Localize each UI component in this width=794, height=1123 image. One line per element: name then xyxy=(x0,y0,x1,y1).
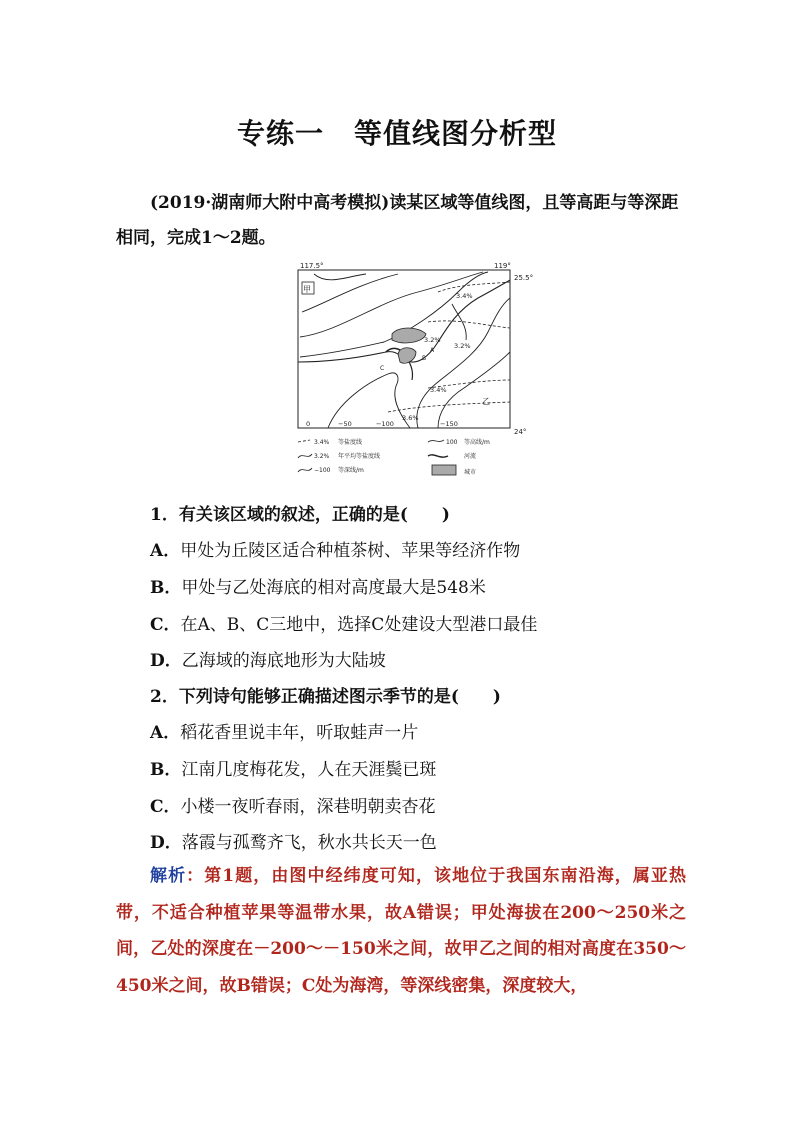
question-1 xyxy=(150,500,450,525)
city xyxy=(392,328,426,343)
salinity-line xyxy=(388,402,510,412)
contour-map-figure xyxy=(288,262,540,488)
label-a: A xyxy=(430,347,435,354)
option-text: 甲处与乙处海底的相对高度最大是548米 xyxy=(181,578,486,598)
option-label: D． xyxy=(150,651,182,671)
isobath-line xyxy=(438,352,510,428)
analysis-heading: 解析 xyxy=(150,866,187,886)
legend-label: 年平均等盐度线 xyxy=(338,453,381,460)
salinity-label: 3.4% xyxy=(430,386,447,394)
option-2a xyxy=(150,718,418,743)
lon-left-label: 117.5° xyxy=(300,262,324,270)
title-part2: 等值线图分析型 xyxy=(354,117,558,150)
contour-line xyxy=(300,272,483,337)
label-c: C xyxy=(380,365,385,372)
contour-map xyxy=(288,262,540,488)
label-b: B xyxy=(422,355,427,362)
legend-sample: −100 xyxy=(314,467,331,474)
contour-line xyxy=(302,274,398,312)
analysis-block xyxy=(116,858,686,1004)
option-label: C． xyxy=(150,797,181,817)
salinity-label: 3.4% xyxy=(456,292,473,300)
option-text: 江南几度梅花发，人在天涯鬓已斑 xyxy=(181,760,437,780)
question-2 xyxy=(150,682,501,707)
salinity-label: 3.6% xyxy=(402,414,419,422)
option-text: 甲处为丘陵区适合种植茶树、苹果等经济作物 xyxy=(180,541,521,561)
option-label: D． xyxy=(150,833,182,853)
legend-label: 城市 xyxy=(464,469,477,476)
option-label: B． xyxy=(150,578,182,598)
isobath-line xyxy=(417,298,510,428)
option-text: 小楼一夜听春雨，深巷明朝卖杏花 xyxy=(180,797,436,817)
question-stem: 有关该区域的叙述，正确的是( ) xyxy=(178,505,450,525)
salinity-line xyxy=(428,321,510,328)
option-text: 在A、B、C三地中，选择C处建设大型港口最佳 xyxy=(180,615,538,635)
depth-label: −100 xyxy=(376,420,394,428)
legend-label: 河流 xyxy=(464,453,477,460)
depth-label: 0 xyxy=(306,420,311,428)
jia-label: 甲 xyxy=(303,285,311,294)
yi-label: 乙 xyxy=(482,397,490,406)
analysis-body: ：第1题，由图中经纬度可知，该地位于我国东南沿海，属亚热带，不适合种植苹果等温带水果，故A错误；甲处海拔在200～250米之间，乙处的深度在－200～－150米之间，故甲乙之间的相对高度在350～450米之间，故B错误；C处为海湾，等深线密集，深度较大， xyxy=(116,866,687,996)
legend-label: 等深线/m xyxy=(338,467,364,474)
legend-sample: 3.2% xyxy=(314,453,330,460)
option-label: A． xyxy=(150,723,181,743)
option-2b xyxy=(150,755,436,780)
option-2d xyxy=(150,828,437,853)
map-legend xyxy=(298,438,490,476)
question-intro: (2019·湖南师大附中高考模拟)读某区域等值线图，且等高距与等深距相同，完成1～2题。 xyxy=(116,193,679,248)
salinity-label: 3.2% xyxy=(454,342,471,350)
lon-right-label: 119° xyxy=(494,262,511,270)
option-1b xyxy=(150,573,486,598)
option-label: C． xyxy=(150,615,181,635)
legend-sample: 3.4% xyxy=(314,439,330,446)
question-number: 2． xyxy=(150,687,179,707)
legend-label: 等高线/m xyxy=(464,439,490,446)
salinity-line xyxy=(438,282,510,292)
option-label: A． xyxy=(150,541,181,561)
depth-label: −150 xyxy=(440,420,458,428)
salinity-label: 3.2% xyxy=(424,336,441,344)
option-1c xyxy=(150,610,537,635)
question-number: 1． xyxy=(150,505,179,525)
page-title xyxy=(0,112,794,152)
option-text: 落霞与孤鹜齐飞，秋水共长天一色 xyxy=(181,833,437,853)
option-text: 乙海域的海底地形为大陆坡 xyxy=(181,651,386,671)
title-part1: 专练一 xyxy=(236,117,324,150)
option-2c xyxy=(150,792,436,817)
question-stem: 下列诗句能够正确描述图示季节的是( ) xyxy=(178,687,501,707)
option-1d xyxy=(150,646,386,671)
contour-line xyxy=(314,274,366,280)
lat-top-label: 25.5° xyxy=(514,274,534,282)
city xyxy=(398,348,416,364)
lat-bottom-label: 24° xyxy=(514,428,527,436)
option-1a xyxy=(150,536,520,561)
option-label: B． xyxy=(150,760,182,780)
option-text: 稻花香里说丰年，听取蛙声一片 xyxy=(180,723,419,743)
legend-sample: 100 xyxy=(446,439,458,446)
depth-label: −50 xyxy=(338,420,352,428)
legend-label: 等盐度线 xyxy=(338,439,363,446)
